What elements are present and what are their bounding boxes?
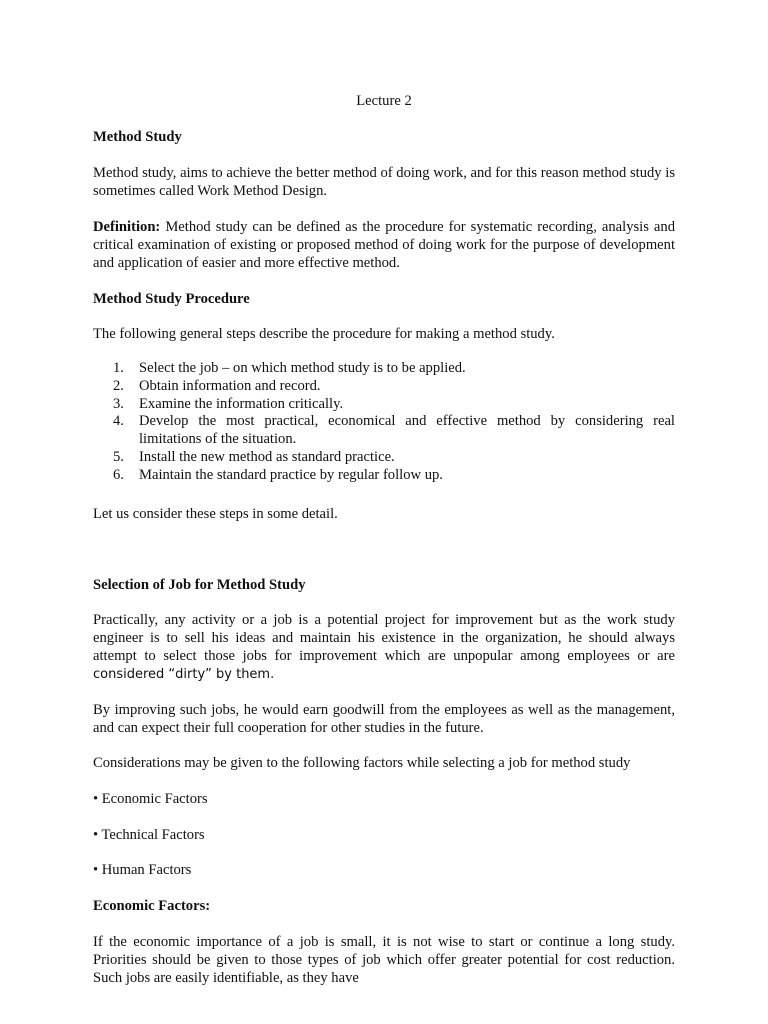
- definition-paragraph: [93, 218, 675, 272]
- list-item: [93, 413, 675, 449]
- step-text: Develop the most practical, economical and effective method by considering real limitations of the situation.: [139, 413, 675, 448]
- heading-economic: Economic Factors:: [93, 898, 211, 914]
- step-text: Install the new method as standard practice.: [139, 448, 395, 465]
- factor-technical: • Technical Factors: [93, 827, 205, 843]
- list-item: [93, 396, 675, 414]
- economic-paragraph: If the economic importance of a job is small, it is not wise to start or continue a long study. Priorities should be given to those types of job which offer greater potential for cost reduction. Such jobs are easily identifiable, as they have: [93, 934, 675, 986]
- steps-outro: Let us consider these steps in some detail.: [93, 506, 338, 522]
- list-item: [93, 378, 675, 396]
- step-text: Select the job – on which method study is to be applied.: [139, 360, 466, 376]
- definition-text: Method study can be defined as the procedure for systematic recording, analysis and critical examination of existing or proposed method of doing work for the purpose of development and application of easier and more effective method.: [93, 219, 675, 271]
- heading-method-study: Method Study: [93, 129, 182, 145]
- step-text: Maintain the standard practice by regular follow up.: [139, 466, 443, 483]
- considerations-paragraph: Considerations may be given to the following factors while selecting a job for method study: [93, 755, 631, 771]
- step-number: 5.: [113, 448, 124, 465]
- factor-economic: • Economic Factors: [93, 791, 208, 807]
- heading-procedure: Method Study Procedure: [93, 291, 250, 307]
- intro-paragraph: Method study, aims to achieve the better method of doing work, and for this reason method study is sometimes called Work Method Design.: [93, 165, 675, 199]
- factor-human: • Human Factors: [93, 862, 192, 878]
- heading-selection: Selection of Job for Method Study: [93, 577, 306, 593]
- step-number: 6.: [113, 466, 124, 483]
- step-number: 2.: [113, 377, 124, 394]
- step-number: 4.: [113, 413, 124, 430]
- step-text: Obtain information and record.: [139, 377, 321, 394]
- selection-paragraph-main: Practically, any activity or a job is a potential project for improvement but as the work study engineer is to sell his ideas and maintain his existence in the organization, he should always attempt to select those jobs for improvement which are unpopular among employees or are: [93, 612, 675, 664]
- list-item: [93, 467, 675, 485]
- procedure-steps-list: [93, 360, 675, 485]
- selection-paragraph: [93, 611, 675, 684]
- step-text: Examine the information critically.: [139, 395, 344, 412]
- list-item: [93, 449, 675, 467]
- step-number: 1.: [113, 360, 124, 376]
- lecture-title: Lecture 2: [356, 93, 412, 109]
- definition-label: Definition:: [93, 219, 161, 235]
- selection-paragraph-tail: considered “dirty” by them.: [93, 667, 275, 682]
- goodwill-paragraph: By improving such jobs, he would earn goodwill from the employees as well as the management, and can expect their full cooperation for other studies in the future.: [93, 702, 675, 736]
- list-item: [93, 360, 675, 378]
- procedure-intro: The following general steps describe the procedure for making a method study.: [93, 326, 555, 342]
- step-number: 3.: [113, 395, 124, 412]
